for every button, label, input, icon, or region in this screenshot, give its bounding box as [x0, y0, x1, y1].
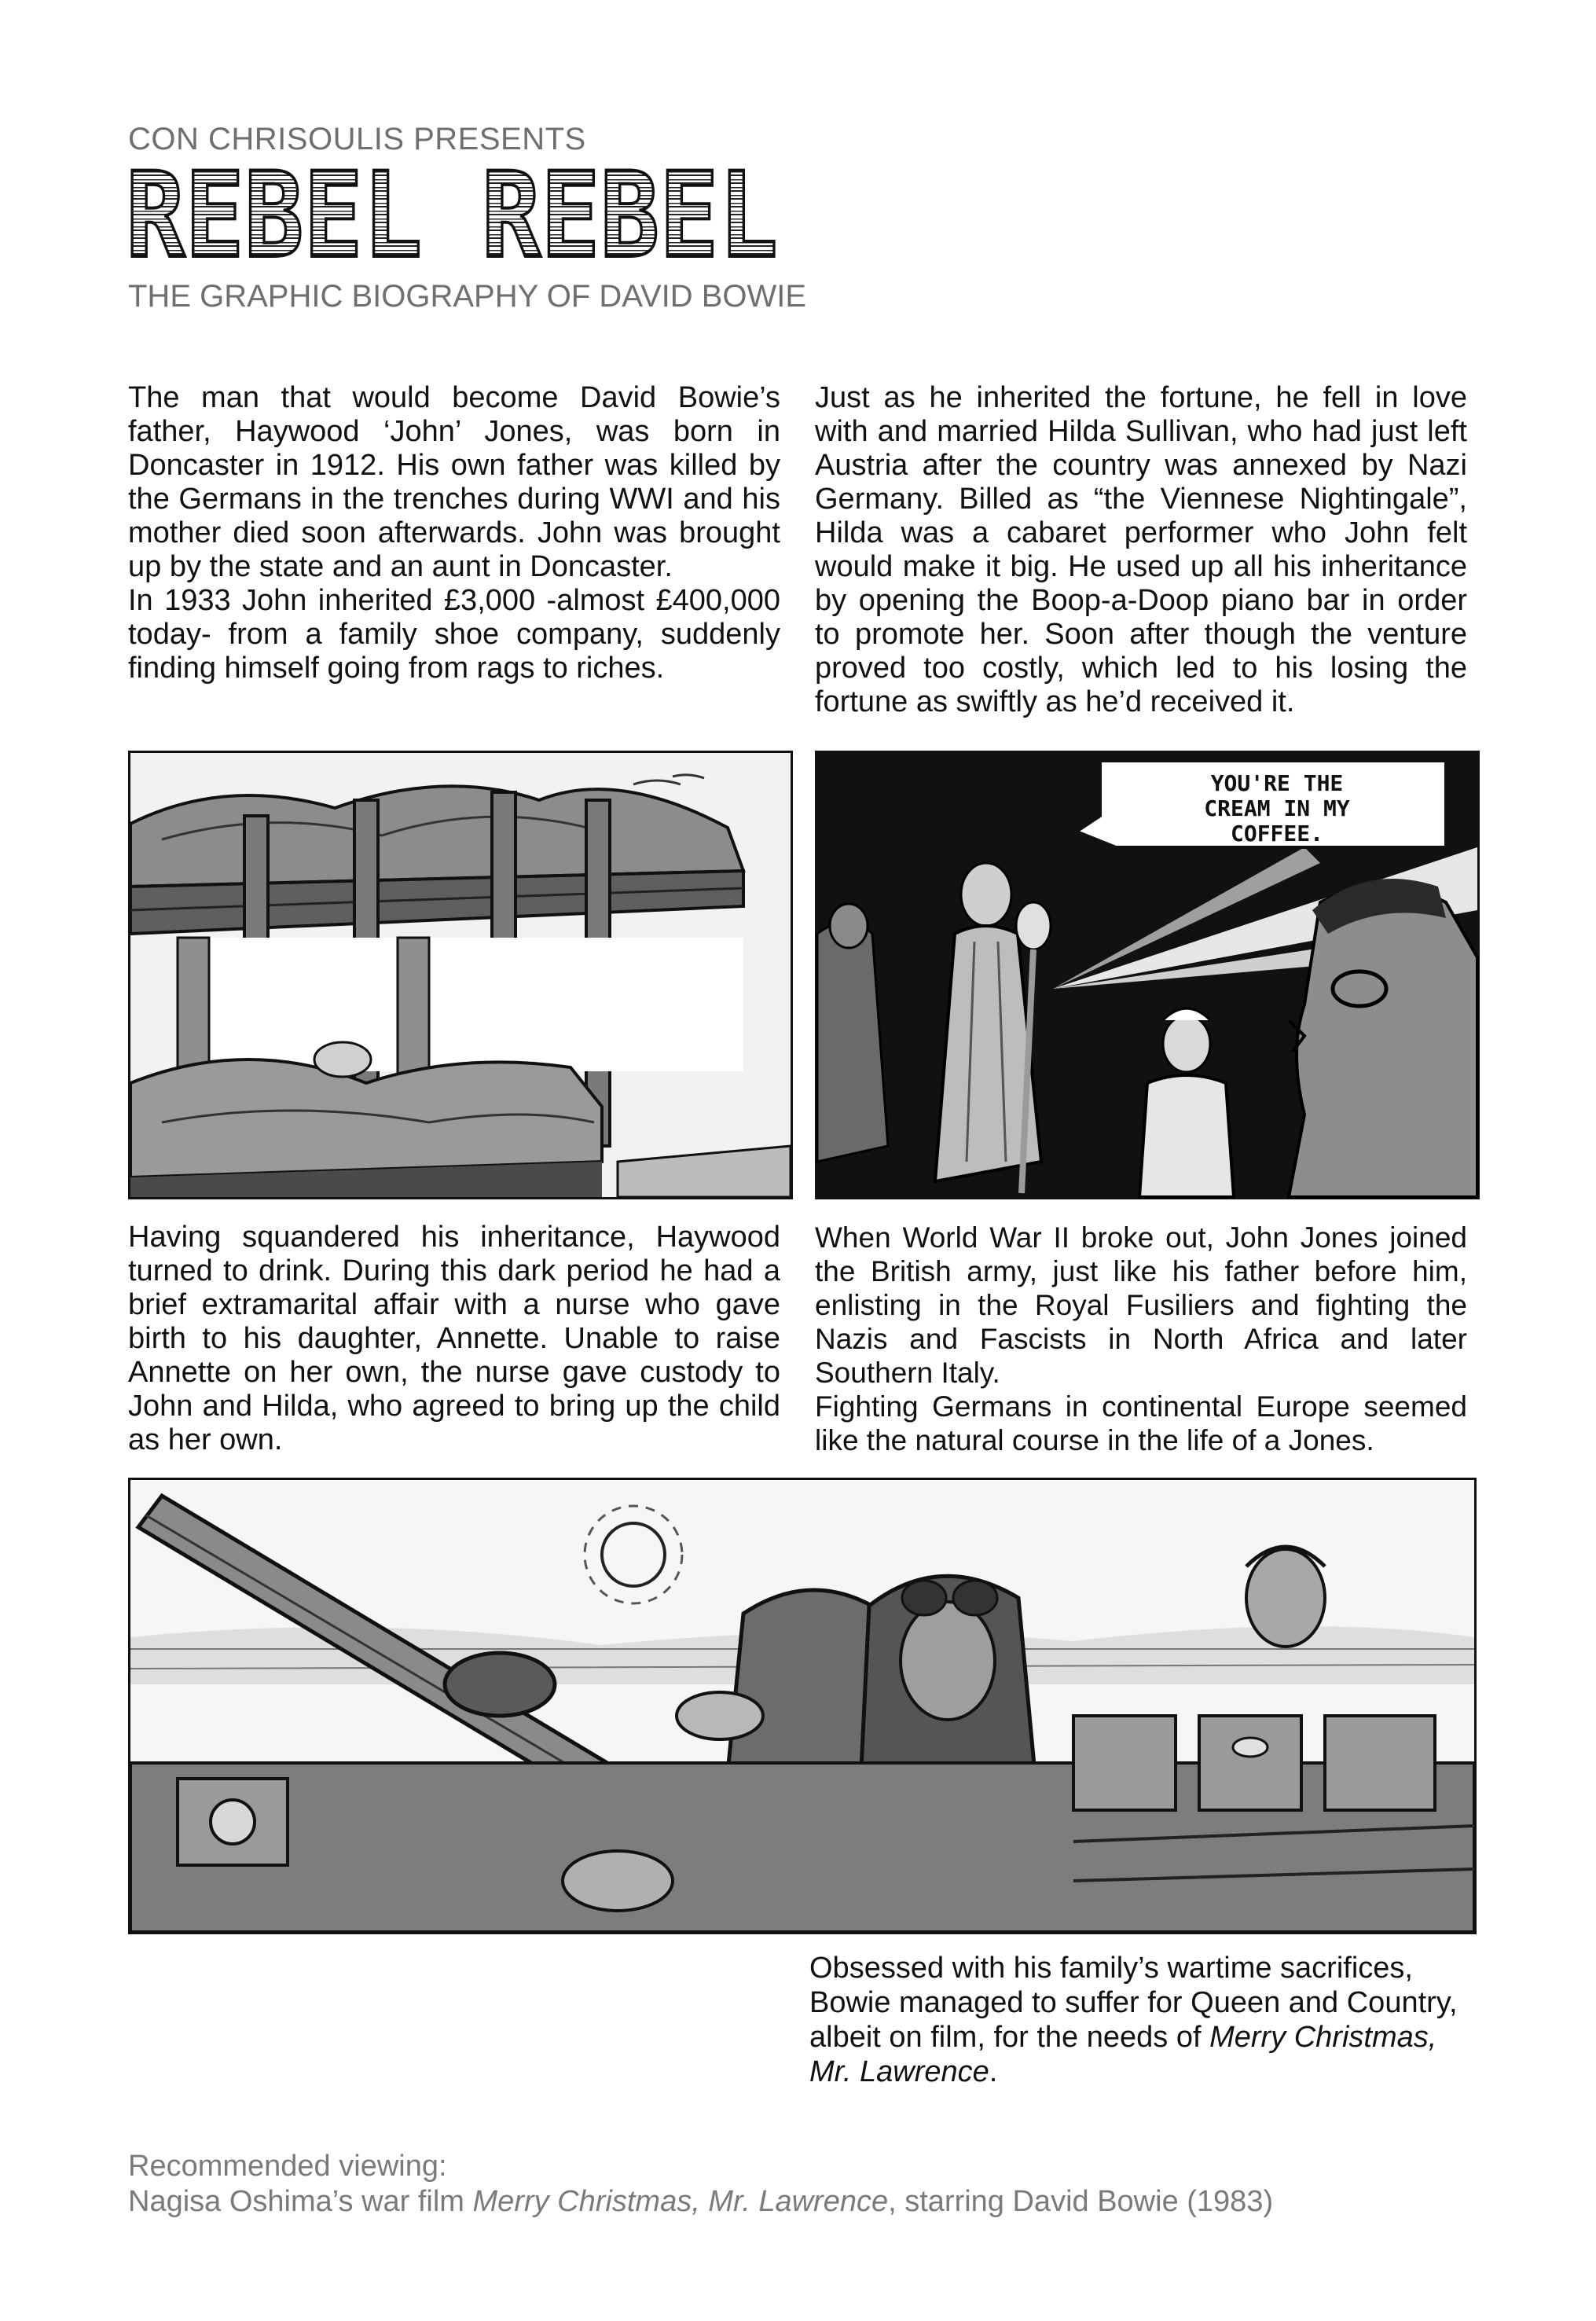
recommended-line-end: , starring David Bowie (1983) — [888, 2185, 1274, 2218]
intro-left-paragraph-2: In 1933 John inherited £3,000 -almost £400,000 today- from a family shoe company, suddenly finding himself going from rags to riches. — [128, 584, 780, 685]
title-logo — [126, 148, 786, 285]
middle-right-paragraph-1: When World War II broke out, John Jones joined the British army, just like his father before him, enlisting in the Royal Fusiliers and fighting the Nazis and Fascists in North Africa and later Southern Italy. — [815, 1221, 1467, 1389]
intro-left-text — [128, 381, 780, 685]
bottom-caption-line-2: Bowie managed to suffer for Queen and Country, — [809, 1986, 1458, 2019]
panel-desert-gun — [128, 1478, 1477, 1934]
intro-left-paragraph-1: The man that would become David Bowie’s father, Haywood ‘John’ Jones, was born in Doncaster in 1912. His own father was killed by the Germans in the trenches during WWI and his mother died soon afterwards. John was brought up by the state and an aunt in Doncaster. — [128, 381, 780, 583]
recommended-line — [128, 2185, 1273, 2219]
film-title-italic-2: Mr. Lawrence — [809, 2055, 989, 2088]
bottom-caption-line-3 — [809, 2020, 1458, 2055]
middle-left-text — [128, 1221, 780, 1457]
bottom-caption-period: . — [989, 2055, 998, 2088]
speech-line-2: CREAM IN MY — [1204, 795, 1350, 821]
middle-left-paragraph: Having squandered his inheritance, Haywood turned to drink. During this dark period he had a brief extramarital affair with a nurse who gave birth to his daughter, Annette. Unable to raise Annette on her own, the nurse gave custody to John and Hilda, who agreed to bring up the child as her own. — [128, 1221, 780, 1456]
title-text: REBEL REBEL — [126, 148, 778, 285]
subtitle: THE GRAPHIC BIOGRAPHY OF DAVID BOWIE — [128, 279, 807, 314]
recommended-line-start: Nagisa Oshima’s war film — [128, 2185, 473, 2218]
film-title-italic-1: Merry Christmas, — [1209, 2021, 1437, 2054]
bottom-caption — [809, 1951, 1458, 2089]
bottom-caption-line-1: Obsessed with his family’s wartime sacrifices, — [809, 1952, 1413, 1985]
panel-trench-bunk — [128, 751, 793, 1199]
speech-line-1: YOU'RE THE — [1210, 770, 1344, 796]
bottom-caption-line-3-text: albeit on film, for the needs of — [809, 2021, 1210, 2054]
recommended-label: Recommended viewing: — [128, 2150, 447, 2183]
panel-cabaret — [815, 751, 1480, 1199]
middle-right-text — [815, 1221, 1467, 1457]
recommended-film-title: Merry Christmas, Mr. Lawrence — [472, 2185, 889, 2218]
desert-gun-illustration — [130, 1480, 1474, 1932]
presenter-line: CON CHRISOULIS PRESENTS — [128, 122, 586, 156]
bottom-caption-line-4 — [809, 2055, 1458, 2089]
intro-right-text — [815, 381, 1467, 719]
speech-line-3: COFFEE. — [1230, 821, 1324, 847]
intro-right-paragraph: Just as he inherited the fortune, he fell in love with and married Hilda Sullivan, who had just left Austria after the country was annexed by Nazi Germany. Billed as “the Viennese Nightingale”, Hilda was a cabaret performer who John felt would make it big. He used up all his inheritance by opening the Boop-a-Doop piano bar in order to promote her. Soon after though the venture proved too costly, which led to his losing the fortune as swiftly as he’d received it. — [815, 381, 1467, 718]
cabaret-illustration — [817, 753, 1477, 1197]
trench-bunk-illustration — [130, 753, 791, 1197]
middle-right-paragraph-2: Fighting Germans in continental Europe seemed like the natural course in the life of a Jones. — [815, 1390, 1467, 1456]
